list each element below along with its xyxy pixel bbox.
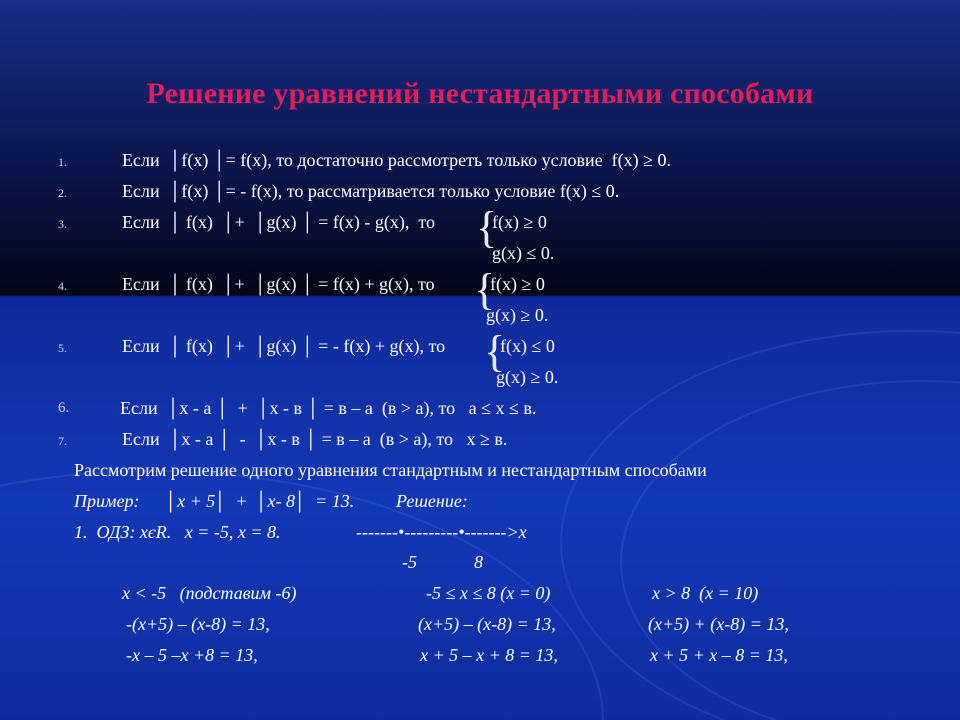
item-number: 6. (58, 400, 70, 416)
system-brace: { (476, 203, 498, 252)
slide-title: Решение уравнений нестандартными способами (146, 77, 814, 110)
case-1: -х – 5 –х +8 = 13, (126, 645, 258, 665)
item-number: 4. (58, 279, 67, 293)
case-1: -(х+5) – (х-8) = 13, (126, 614, 270, 634)
condition-2: g(x) ≥ 0. (486, 305, 549, 325)
case-1: х < -5 (подставим -6) (122, 583, 297, 603)
number-axis: -------•---------•------->x (356, 522, 527, 542)
case-3: (х+5) + (х-8) = 13, (648, 614, 789, 634)
intro-text: Рассмотрим решение одного уравнения стандартным и нестандартным способами (74, 460, 707, 480)
case-2: х + 5 – х + 8 = 13, (420, 645, 558, 665)
condition-1: f(x) ≤ 0 (500, 336, 555, 356)
item-text: Если │ f(x) │+ │g(x) │ = f(x) + g(x), то (122, 274, 435, 294)
item-number: 1. (58, 155, 67, 169)
condition-1: f(x) ≥ 0 (490, 274, 545, 294)
cases-row (0, 581, 960, 609)
odz-text: 1. ОДЗ: хєR. х = -5, х = 8. (74, 522, 281, 542)
item-text: Если │x - a │ - │x - в │ = в – а (в > а), то х ≥ в. (122, 429, 508, 449)
list-item (0, 148, 960, 176)
axis-point-8: 8 (474, 552, 483, 572)
intro-line (0, 458, 960, 486)
case-2: -5 ≤ х ≤ 8 (х = 0) (426, 583, 551, 603)
item-number: 3. (58, 217, 67, 231)
condition-2: g(x) ≤ 0. (492, 243, 555, 263)
condition-1: f(x) ≥ 0 (492, 212, 547, 232)
odz-line (0, 520, 960, 548)
condition-row (0, 365, 960, 393)
list-item (0, 396, 960, 424)
case-3: х > 8 (х = 10) (652, 583, 759, 603)
condition-row (0, 303, 960, 331)
axis-points (0, 550, 960, 578)
item-number: 7. (58, 434, 67, 448)
item-text: Если │f(x) │= - f(x), то рассматривается только условие f(x) ≤ 0. (122, 181, 620, 201)
item-text: Если │ f(x) │+ │g(x) │ = - f(x) + g(x), то (122, 336, 446, 356)
case-2: (х+5) – (х-8) = 13, (418, 614, 556, 634)
axis-point-minus5: -5 (402, 552, 417, 572)
item-number: 2. (58, 186, 67, 200)
condition-2: g(x) ≥ 0. (496, 367, 559, 387)
system-brace: { (484, 327, 506, 376)
case-3: х + 5 + х – 8 = 13, (650, 645, 788, 665)
item-text: Если │f(x) │= f(x), то достаточно рассмотреть только условие f(x) ≥ 0. (122, 150, 672, 170)
cases-row (0, 612, 960, 640)
list-item (0, 427, 960, 455)
list-item (0, 334, 960, 362)
system-brace: { (474, 265, 496, 314)
item-number: 5. (58, 341, 67, 355)
item-text: Если │ f(x) │+ │g(x) │ = f(x) - g(x), то (122, 212, 435, 232)
example-line (0, 489, 960, 517)
example-equation: │x + 5│ + │x- 8│ = 13. (166, 491, 355, 511)
example-label: Пример: (74, 491, 140, 511)
solution-label: Решение: (396, 491, 468, 511)
cases-row (0, 643, 960, 671)
item-text: Если │x - a │ + │x - в │ = в – а (в > а), то а ≤ х ≤ в. (120, 398, 537, 418)
